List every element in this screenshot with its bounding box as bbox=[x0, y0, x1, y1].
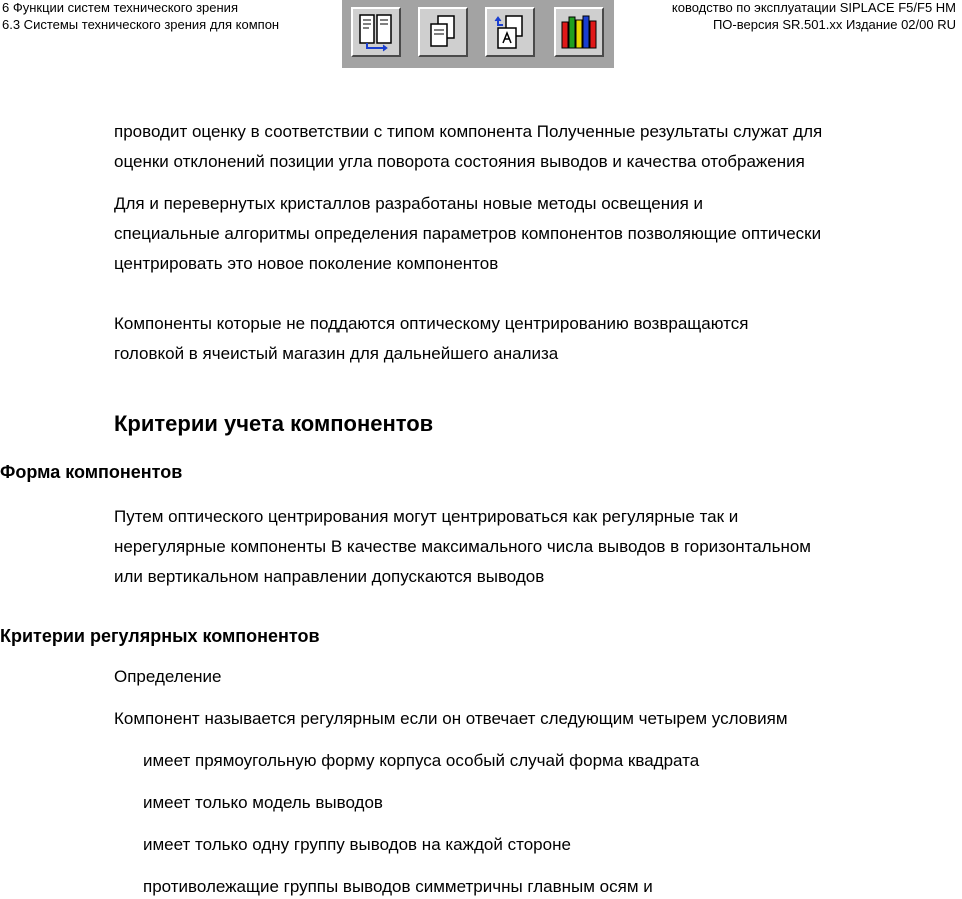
text-line: головкой в ячеистый магазин для дальнейшего анализа bbox=[114, 344, 559, 363]
header-right-line2: ПО-версия SR.501.xx Издание 02/00 RU bbox=[712, 17, 956, 32]
layout-button[interactable] bbox=[351, 7, 401, 57]
subheading-form: Форма компонентов bbox=[0, 462, 183, 482]
text-line: специальные алгоритмы определения параметров компонентов позволяющие оптически bbox=[114, 224, 822, 243]
text-line: проводит оценку в соответствии с типом компонента Полученные результаты служат для bbox=[114, 122, 823, 141]
section-heading: Критерии учета компонентов bbox=[114, 411, 434, 436]
text-line: центрировать это новое поколение компонентов bbox=[114, 254, 499, 273]
books-icon bbox=[559, 12, 599, 52]
condition-item: противолежащие группы выводов симметричны главным осям и bbox=[143, 877, 653, 896]
pages-icon bbox=[423, 12, 463, 52]
paragraph-methods bbox=[114, 189, 821, 279]
paragraph-rejected bbox=[114, 309, 748, 369]
text-line: оценки отклонений позиции угла поворота состояния выводов и качества отображения bbox=[114, 152, 805, 171]
text-line: нерегулярные компоненты В качестве максимального числа выводов в горизонтальном bbox=[114, 537, 811, 556]
paragraph-form bbox=[114, 502, 811, 592]
text-line: Компоненты которые не поддаются оптическому центрированию возвращаются bbox=[114, 314, 749, 333]
subheading-criteria: Критерии регулярных компонентов bbox=[0, 626, 320, 646]
library-button[interactable] bbox=[554, 7, 604, 57]
text-line: или вертикальном направлении допускаются выводов bbox=[114, 567, 545, 586]
condition-item: имеет только одну группу выводов на каждой стороне bbox=[143, 835, 571, 854]
translate-button[interactable] bbox=[485, 7, 535, 57]
definition-text: Компонент называется регулярным если он отвечает следующим четырем условиям bbox=[114, 709, 788, 728]
translate-icon bbox=[490, 12, 530, 52]
layout-icon bbox=[356, 12, 396, 52]
pages-button[interactable] bbox=[418, 7, 468, 57]
header-right-line1: ководство по эксплуатации SIPLACE F5/F5 HM bbox=[671, 0, 956, 15]
condition-item: имеет прямоугольную форму корпуса особый случай форма квадрата bbox=[143, 751, 700, 770]
paragraph-evaluation bbox=[114, 117, 822, 177]
navigation-toolbar bbox=[342, 0, 614, 68]
condition-item: имеет только модель выводов bbox=[143, 793, 383, 812]
definition-label: Определение bbox=[114, 667, 222, 686]
text-line: Для и перевернутых кристаллов разработаны новые методы освещения и bbox=[114, 194, 704, 213]
text-line: Путем оптического центрирования могут центрироваться как регулярные так и bbox=[114, 507, 739, 526]
header-left-line1: 6 Функции систем технического зрения bbox=[2, 0, 238, 15]
header-left-line2: 6.3 Системы технического зрения для компон bbox=[2, 17, 280, 32]
